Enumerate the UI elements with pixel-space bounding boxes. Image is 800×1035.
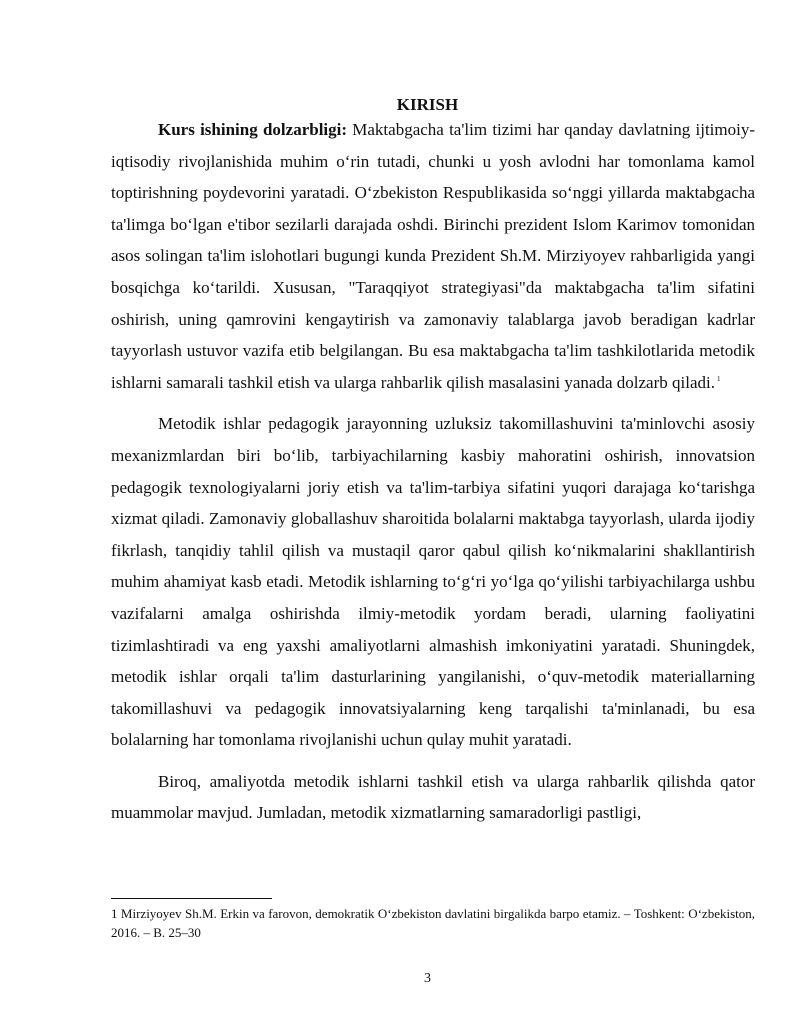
paragraph-text: Biroq, amaliyotda metodik ishlarni tashkil etish va ularga rahbarlik qilishda qator muammolar mavjud. Jumladan, metodik xizmatlarning samaradorligi pastligi, (111, 771, 755, 823)
paragraph-text: Metodik ishlar pedagogik jarayonning uzluksiz takomillashuvini ta'minlovchi asosiy mexanizmlardan biri boʻlib, tarbiyachilarning kasbiy mahoratini oshirish, innovatsion pedagogik texnologiyalarni joriy etish va ta'lim-tarbiya sifatini yuqori darajaga koʻtarishga xizmat qiladi. Zamonaviy globallashuv sharoitida bolalarni maktabga tayyorlash, ularda ijodiy fikrlash, tanqidiy tahlil qilish va mustaqil qaror qabul qilish koʻnikmalarini shakllantirish muhim ahamiyat kasb etadi. Metodik ishlarning toʻgʻri yoʻlga qoʻyilishi tarbiyachilarga ushbu vazifalarni amalga oshirishda ilmiy-metodik yordam beradi, ularning faoliyatini tizimlashtiradi va eng yaxshi amaliyotlarni almashish imkoniyatini yaratadi. Shuningdek, metodik ishlar orqali ta'lim dasturlarining yangilanishi, oʻquv-metodik materiallarning takomillashuvi va pedagogik innovatsiyalarning keng tarqalishi ta'minlanadi, bu esa bolalarning har tomonlama rivojlanishi uchun qulay muhit yaratadi. (111, 414, 755, 750)
footnote-reference: 1 (716, 375, 721, 384)
section-heading: KIRISH (396, 95, 459, 114)
body-text (111, 114, 755, 839)
footnote: 1 Mirziyoyev Sh.M. Erkin va farovon, demokratik Oʻzbekiston davlatini birgalikda barpo etamiz. – Toshkent: Oʻzbekiston, 2016. – B. 25–30 (111, 906, 755, 940)
paragraph-methodical-work (111, 408, 755, 756)
paragraph-text: Maktabgacha ta'lim tizimi har qanday davlatning ijtimoiy-iqtisodiy rivojlanishida muhim oʻrin tutadi, chunki u yosh avlodni har tomonlama kamol toptirishning poydevorini yaratadi. Oʻzbekiston Respublikasida soʻnggi yillarda maktabgacha ta'limga boʻlgan e'tibor sezilarli darajada oshdi. Birinchi prezident Islom Karimov tomonidan asos solingan ta'lim islohotlari bugungi kunda Prezident Sh.M. Mirziyoyev rahbarligida yangi bosqichga koʻtarildi. Xususan, "Taraqqiyot strategiyasi"da maktabgacha ta'lim sifatini oshirish, uning qamrovini kengaytirish va zamonaviy talablarga javob beradigan kadrlar tayyorlash ustuvor vazifa etib belgilangan. Bu esa maktabgacha ta'lim tashkilotlarida metodik ishlarni samarali tashkil etish va ularga rahbarlik qilish masalasini yanada dolzarb qiladi. (111, 120, 755, 392)
footnote-divider (111, 898, 272, 899)
paragraph-lead: Kurs ishining dolzarbligi: (158, 120, 348, 139)
paragraph-problems (111, 766, 755, 829)
paragraph-relevance (111, 114, 755, 398)
page-number: 3 (424, 971, 431, 986)
